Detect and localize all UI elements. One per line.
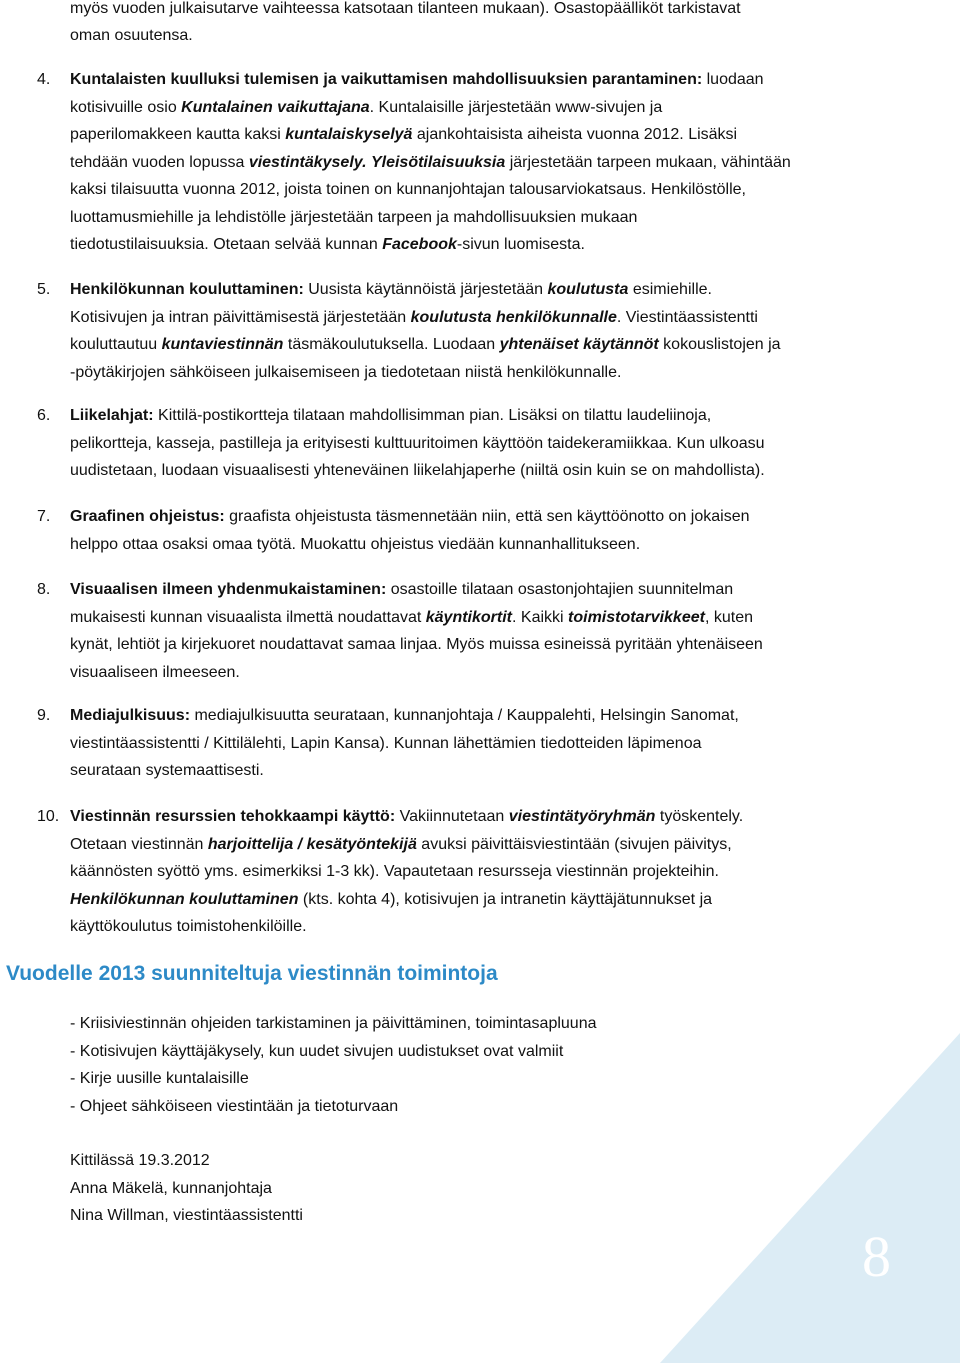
text-run: luottamusmiehille ja lehdistölle järjestetään tarpeen ja mahdollisuuksien mukaan <box>70 208 638 226</box>
text-run: tehdään vuoden lopussa <box>70 153 249 171</box>
text-run: koulutusta henkilökunnalle <box>410 308 617 326</box>
text-run: graafista ohjeistusta täsmennetään niin, että sen käyttöönotto on jokaisen <box>224 508 750 525</box>
text-run: Vakiinnutetaan <box>395 808 509 825</box>
text-run: koulutusta <box>547 281 629 298</box>
item-number: 6. <box>37 407 51 424</box>
text-run: työskentely. <box>655 808 744 825</box>
text-run: käyttökoulutus toimistohenkilöille. <box>70 918 307 935</box>
text-run: harjoittelija / kesätyöntekijä <box>207 835 417 853</box>
text-run: Graafinen ohjeistus: <box>70 508 225 525</box>
text-run: osastoille tilataan osastonjohtajien suunnitelman <box>386 581 734 598</box>
item-number: 5. <box>37 281 51 298</box>
text-run: Kittilä-postikortteja tilataan mahdollisimman pian. Lisäksi on tilattu laudeliinoja, <box>153 407 712 424</box>
item-line <box>70 831 732 859</box>
text-run: paperilomakkeen kautta kaksi <box>70 126 286 143</box>
plan-item: - Kotisivujen käyttäjäkysely, kun uudet sivujen uudistukset ovat valmiit <box>70 1042 564 1060</box>
text-run: . Viestintäassistentti <box>616 308 758 326</box>
text-run: kouluttautuu <box>70 336 162 353</box>
corner-decoration <box>660 1033 960 1363</box>
text-run: käyntikortit <box>425 608 512 626</box>
text-run: tiedotustilaisuuksia. Otetaan selvää kunnan <box>70 236 383 253</box>
item-number: 10. <box>37 808 60 825</box>
item-line <box>70 304 758 332</box>
item-line <box>70 503 749 531</box>
intro-line: myös vuoden julkaisutarve vaihteessa katsotaan tilanteen mukaan). Osastopäälliköt tarkistavat <box>70 0 741 17</box>
text-run: mediajulkisuutta seurataan, kunnanjohtaja / Kauppalehti, Helsingin Sanomat, <box>190 707 739 724</box>
text-run: mukaisesti kunnan visuaalista ilmettä noudattavat <box>70 608 426 626</box>
text-run: kynät, lehtiöt ja kirjekuoret noudattavat samaa linjaa. Myös muissa esineissä pyritään yhtenäiseen <box>70 636 763 653</box>
text-run: Facebook <box>382 236 457 253</box>
item-line <box>70 66 764 94</box>
text-run: järjestetään tarpeen mukaan, vähintään <box>505 153 791 171</box>
item-line <box>70 149 791 177</box>
item-line <box>70 430 765 458</box>
item-line <box>70 531 640 559</box>
text-run: Visuaalisen ilmeen yhdenmukaistaminen: <box>70 581 387 598</box>
item-line <box>70 94 662 122</box>
item-number: 8. <box>37 581 51 598</box>
text-run: uudistetaan, luodaan visuaalisesti yhteneväinen liikelahjaperhe (niiltä osin kuin se on mahdollista). <box>70 462 765 479</box>
text-run: kuntaviestinnän <box>161 336 284 353</box>
item-line <box>70 886 712 914</box>
item-line <box>70 757 264 785</box>
text-run: viestintäkysely. <box>248 153 367 171</box>
text-run: avuksi päivittäisviestintään (sivujen päivitys, <box>416 835 732 853</box>
text-run: Viestinnän resurssien tehokkaampi käyttö: <box>70 808 396 825</box>
text-run: Henkilökunnan kouluttaminen <box>70 890 299 908</box>
text-run: kuntalaiskyselyä <box>285 126 413 143</box>
item-line <box>70 702 739 730</box>
item-line <box>70 402 711 430</box>
item-line <box>70 176 746 204</box>
plan-item: - Kirje uusille kuntalaisille <box>70 1070 249 1087</box>
text-run: luodaan <box>702 71 764 88</box>
text-run: Otetaan viestinnän <box>70 835 208 853</box>
item-line <box>70 803 743 831</box>
text-run: täsmäkoulutuksella. Luodaan <box>283 336 500 353</box>
text-run: Kuntalaisten kuulluksi tulemisen ja vaikuttamisen mahdollisuuksien parantaminen: <box>70 71 703 88</box>
item-line <box>70 631 763 659</box>
text-run: viestintätyöryhmän <box>508 808 656 825</box>
text-run: -sivun luomisesta. <box>456 236 585 253</box>
item-line <box>70 659 240 687</box>
text-run: seurataan systemaattisesti. <box>70 762 264 779</box>
item-line <box>70 858 719 886</box>
text-run: toimistotarvikkeet <box>568 608 705 626</box>
text-run: Henkilökunnan kouluttaminen: <box>70 281 304 298</box>
text-run: visuaaliseen ilmeeseen. <box>70 663 240 681</box>
text-run: pelikortteja, kasseja, pastilleja ja erityisesti kulttuuritoimen käyttöön taidekeramiikkaa. Kun ulkoasu <box>70 434 765 452</box>
text-run: kaksi tilaisuutta vuonna 2012, joista toinen on kunnanjohtajan talousarviokatsaus. Henkilöstölle, <box>70 181 746 198</box>
text-run: -pöytäkirjojen sähköiseen julkaisemiseen ja tiedotetaan niistä henkilökunnalle. <box>70 363 622 381</box>
text-run: , kuten <box>704 608 753 626</box>
text-run: . Kaikki <box>512 608 569 626</box>
signature-line: Kittilässä 19.3.2012 <box>70 1152 210 1169</box>
item-line <box>70 121 737 149</box>
text-run: Kuntalainen vaikuttajana <box>181 98 370 116</box>
item-line <box>70 730 702 758</box>
item-line <box>70 359 621 387</box>
item-line <box>70 231 585 259</box>
plan-item: - Ohjeet sähköiseen viestintään ja tietoturvaan <box>70 1097 399 1115</box>
item-line <box>70 204 637 232</box>
text-run: käännösten syöttö yms. esimerkiksi 1-3 kk). Vapautetaan resursseja viestinnän projekteihin. <box>70 863 719 880</box>
text-run: Mediajulkisuus: <box>70 707 191 724</box>
text-run: Kotisivujen ja intran päivittämisestä järjestetään <box>70 308 411 326</box>
text-run: kotisivuille osio <box>70 98 182 116</box>
text-run: Liikelahjat: <box>70 407 154 424</box>
intro-line: oman osuutensa. <box>70 27 193 44</box>
page-number: 8 <box>862 1224 891 1289</box>
item-number: 9. <box>37 707 51 724</box>
text-run: yhtenäiset käytännöt <box>499 336 659 353</box>
item-line <box>70 576 733 604</box>
item-line <box>70 457 765 485</box>
item-line <box>70 913 307 941</box>
text-run: viestintäassistentti / Kittilälehti, Lapin Kansa). Kunnan lähettämien tiedotteiden läpimenoa <box>70 734 702 752</box>
item-number: 4. <box>37 71 51 88</box>
text-run: esimiehille. <box>628 281 712 298</box>
plan-item: - Kriisiviestinnän ohjeiden tarkistaminen ja päivittäminen, toimintasapluuna <box>70 1015 597 1032</box>
signature-line: Anna Mäkelä, kunnanjohtaja <box>70 1179 272 1197</box>
text-run: Uusista käytännöistä järjestetään <box>303 281 548 298</box>
text-run: helppo ottaa osaksi omaa työtä. Muokattu ohjeistus viedään kunnanhallitukseen. <box>70 535 641 553</box>
text-run: . Kuntalaisille järjestetään www-sivujen ja <box>369 98 663 116</box>
item-line <box>70 604 753 632</box>
section-heading: Vuodelle 2013 suunniteltuja viestinnän toimintoja <box>6 962 498 985</box>
item-line <box>70 331 781 359</box>
text-run: (kts. kohta 4), kotisivujen ja intranetin käyttäjätunnukset ja <box>298 890 713 908</box>
text-run: Yleisötilaisuuksia <box>370 153 506 171</box>
item-number: 7. <box>37 508 51 525</box>
text-run: kokouslistojen ja <box>658 336 781 353</box>
text-run: ajankohtaisista aiheista vuonna 2012. Lisäksi <box>412 126 738 143</box>
signature-line: Nina Willman, viestintäassistentti <box>70 1207 303 1224</box>
item-line <box>70 276 712 304</box>
